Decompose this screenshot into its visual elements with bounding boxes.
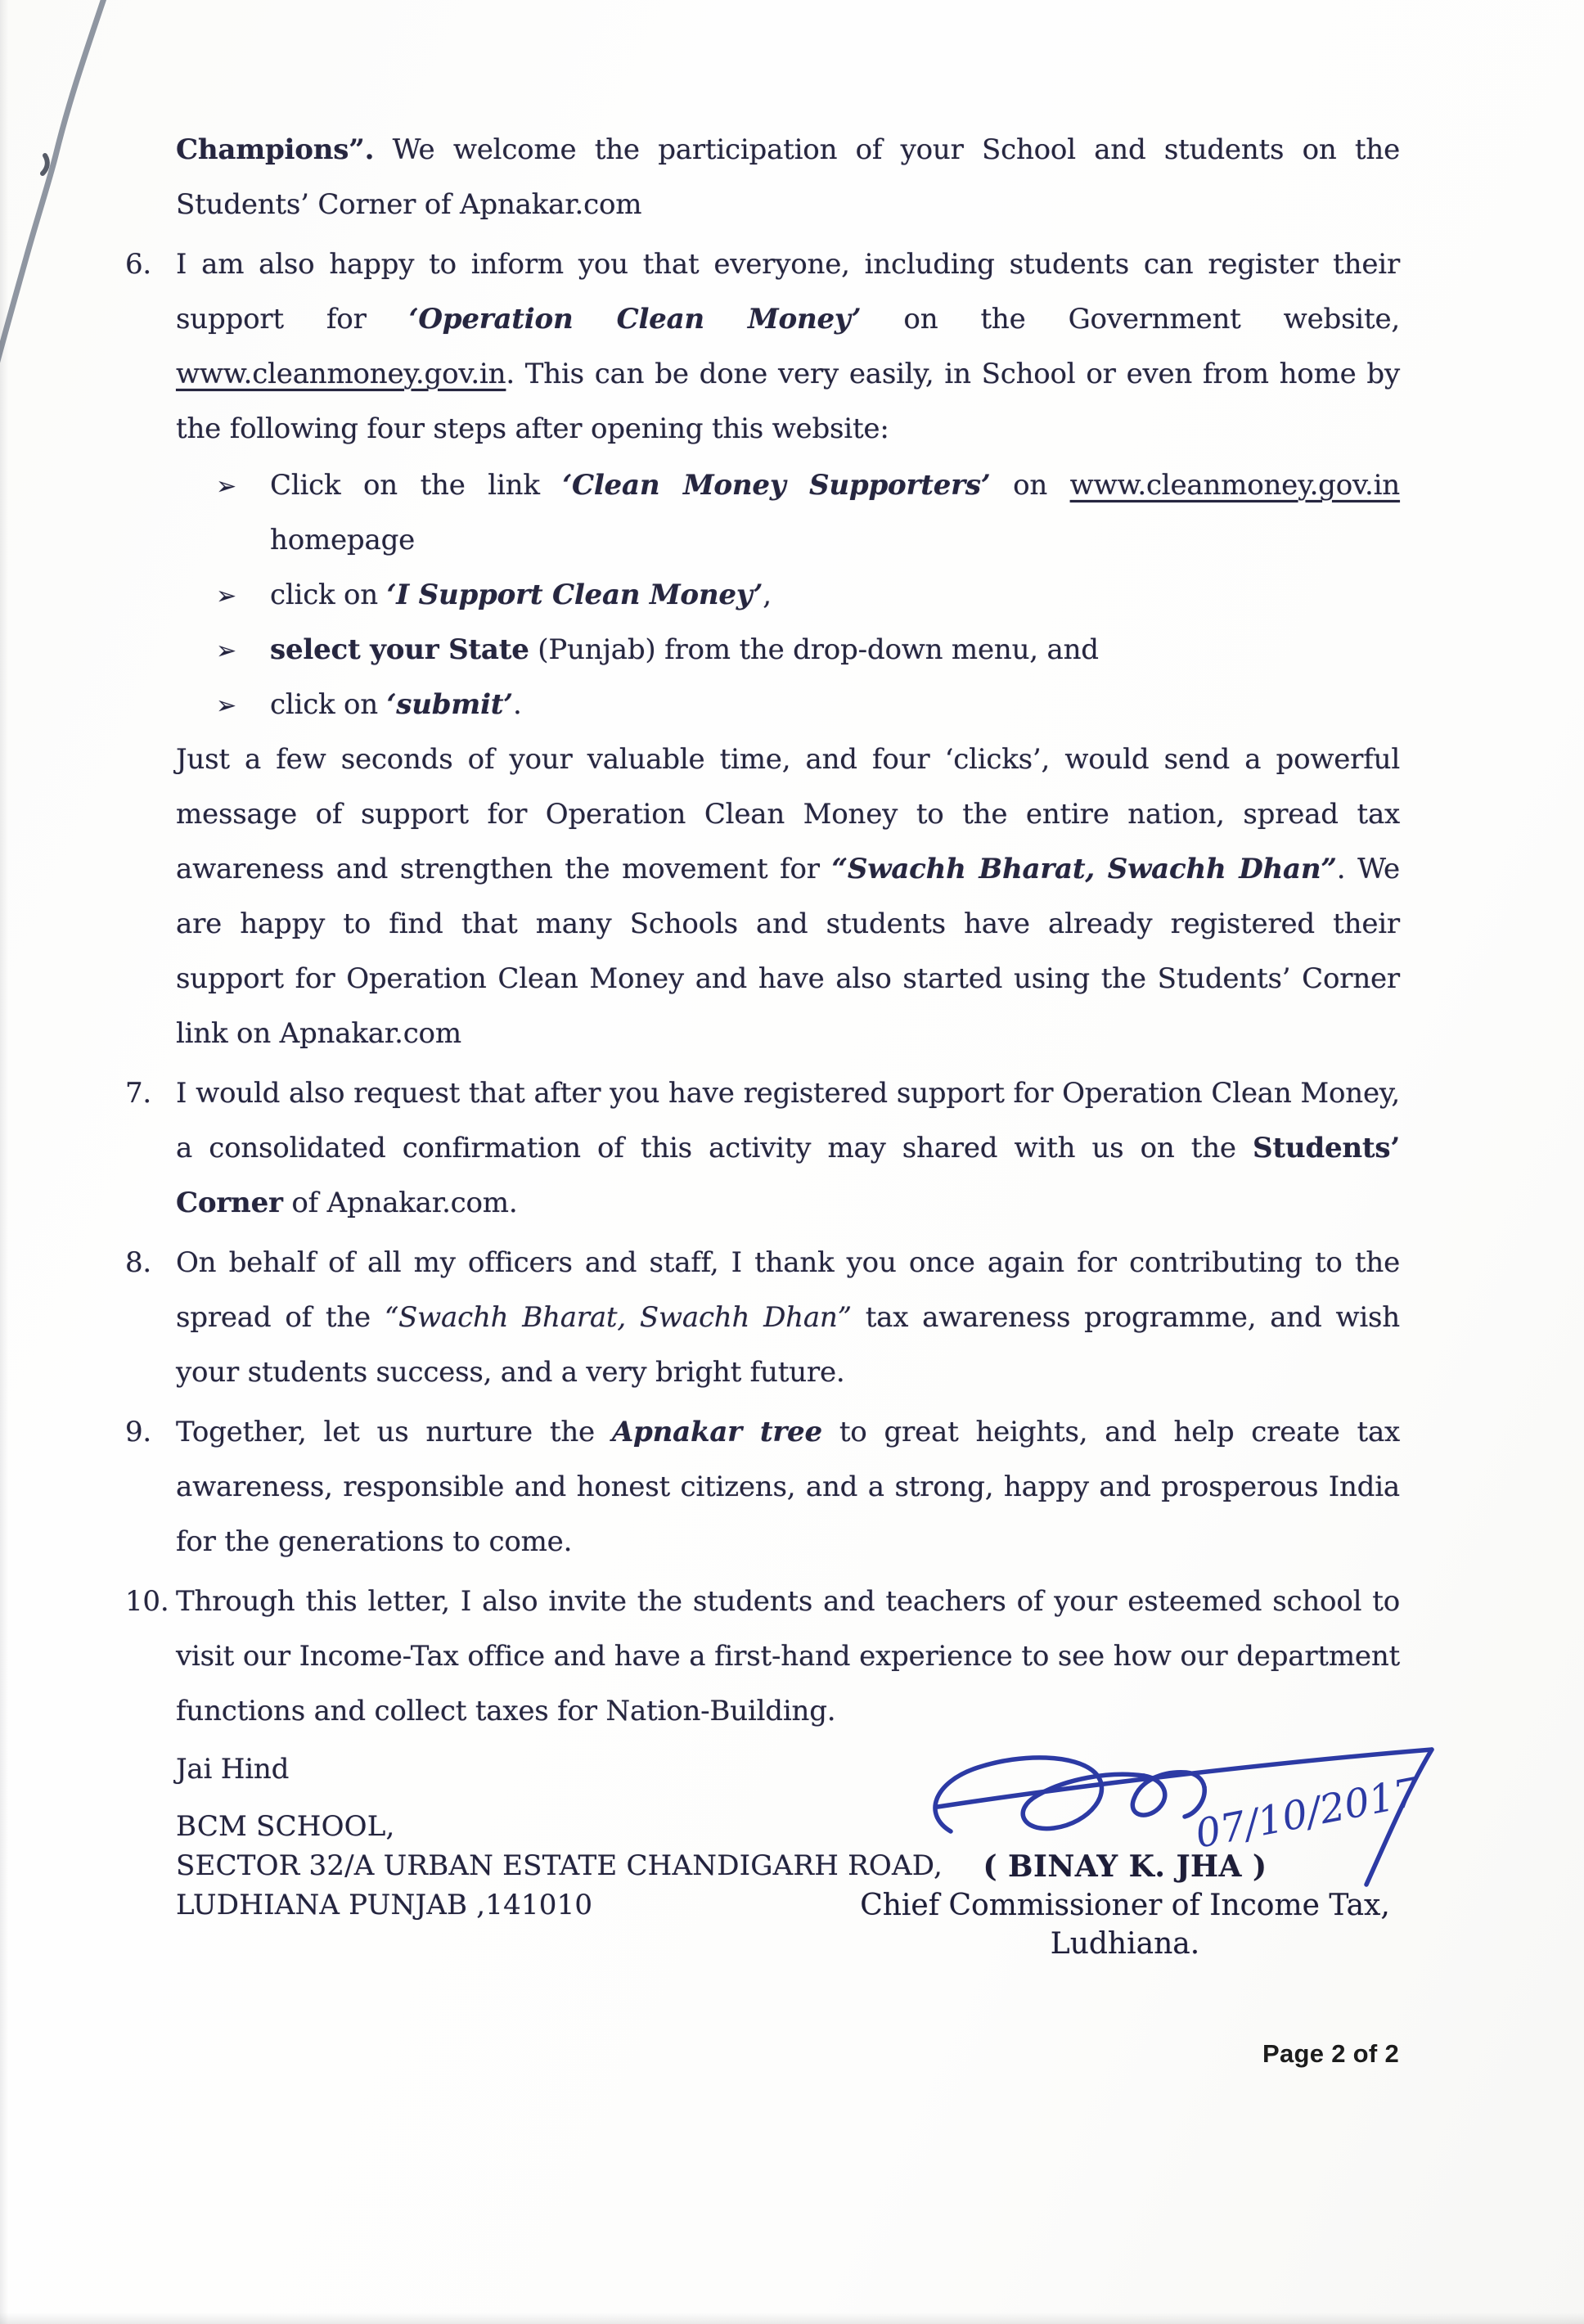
cleanmoney-url-text: www.cleanmoney.gov.in (1069, 469, 1400, 502)
students-corner-phrase: Students’ Corner (176, 1132, 1400, 1219)
signatory-title: Chief Commissioner of Income Tax, (860, 1889, 1390, 1922)
page-total-number: 2 (1384, 2039, 1399, 2068)
list-item-6: 6. I am also happy to inform you that everyone, including students can register their support for ‘Operation Clean Money’ on the Government website, www.cleanmoney.gov.in. This can be done very easily, in School or even from home by the following four steps after opening this website: (176, 237, 1400, 457)
bullet-item-select-state: ➢ select your State (Punjab) from the drop-down menu, and (270, 623, 1400, 678)
clean-money-supporters-phrase: ‘Clean Money Supporters’ (562, 469, 991, 502)
list-item-8: 8. On behalf of all my officers and staff, I thank you once again for contributing to the spread of the “Swachh Bharat, Swachh Dhan” tax awareness programme, and wish your students success, and a very bright future. (176, 1236, 1400, 1400)
address-line-street: SECTOR 32/A URBAN ESTATE CHANDIGARH ROAD, (176, 1849, 943, 1882)
select-your-state-phrase: select your State (270, 633, 529, 666)
page-left-shadow (0, 0, 8, 2324)
signatory-name: ( BINAY K. JHA ) (983, 1849, 1267, 1884)
bullet-item-i-support: ➢ click on ‘I Support Clean Money’, (270, 568, 1400, 623)
jai-hind-closing: Jai Hind (176, 1753, 290, 1786)
arrow-bullet-icon: ➢ (216, 472, 236, 501)
bold-champions-text: Champions”. (176, 133, 375, 166)
item-9-number: 9. (125, 1416, 152, 1448)
signatory-block (822, 1848, 1428, 1963)
item-7-number: 7. (125, 1077, 152, 1110)
list-item-10: 10. Through this letter, I also invite the students and teachers of your esteemed school to visit our Income-Tax office and have a first-hand experience to see how our department functions and collect taxes for Nation-Building. (176, 1574, 1400, 1739)
list-item-7: 7. I would also request that after you have registered support for Operation Clean Money, a consolidated confirmation of this activity may shared with us on the Students’ Corner of Apnakar.com. (176, 1066, 1400, 1231)
arrow-bullet-icon: ➢ (216, 582, 236, 610)
steps-bullet-list (176, 458, 1400, 732)
item-6-number: 6. (125, 248, 152, 281)
page-current-number: 2 (1331, 2039, 1346, 2068)
cleanmoney-url-text: www.cleanmoney.gov.in (176, 358, 506, 390)
page-bottom-shadow (0, 2313, 1584, 2324)
list-item-9: 9. Together, let us nurture the Apnakar tree to great heights, and help create tax awareness, responsible and honest citizens, and a strong, happy and prosperous India for the generations to come. (176, 1405, 1400, 1570)
signature-date: 07/10/2017 (1191, 1769, 1423, 1858)
apnakar-tree-phrase: Apnakar tree (611, 1416, 822, 1448)
bullet-item-submit: ➢ click on ‘submit’. (270, 678, 1400, 732)
signatory-place: Ludhiana. (1050, 1927, 1200, 1961)
paragraph-four-clicks: Just a few seconds of your valuable time, and four ‘clicks’, would send a powerful message of support for Operation Clean Money to the entire nation, spread tax awareness and strengthen the movement for “Swachh Bharat, Swachh Dhan”. We are happy to find that many Schools and students have already registered their support for Operation Clean Money and have also started using the Students’ Corner link on Apnakar.com (176, 743, 1400, 1050)
swachh-bharat-italic-phrase: “Swachh Bharat, Swachh Dhan” (384, 1301, 852, 1334)
paragraph-continuation: Champions”. We welcome the participation of your School and students on the Students’ Corner of Apnakar.com (176, 133, 1400, 221)
letter-body (125, 123, 1401, 1797)
corner-crease-mark (0, 0, 180, 376)
page-footer: Page 2 of 2 (1262, 2039, 1399, 2068)
address-line-city: LUDHIANA PUNJAB ,141010 (176, 1889, 593, 1921)
swachh-bharat-phrase: “Swachh Bharat, Swachh Dhan” (831, 853, 1337, 885)
bullet-item-click-link: ➢ Click on the link ‘Clean Money Supporters’ on www.cleanmoney.gov.in homepage (270, 458, 1400, 568)
submit-phrase: ‘submit’ (386, 688, 513, 721)
item-10-number: 10. (125, 1585, 169, 1618)
i-support-clean-money-phrase: ‘I Support Clean Money’ (386, 579, 763, 611)
address-line-school: BCM SCHOOL, (176, 1810, 395, 1843)
arrow-bullet-icon: ➢ (216, 691, 236, 720)
operation-clean-money-phrase: ‘Operation Clean Money’ (408, 303, 862, 336)
arrow-bullet-icon: ➢ (216, 637, 236, 665)
item-8-number: 8. (125, 1246, 152, 1279)
